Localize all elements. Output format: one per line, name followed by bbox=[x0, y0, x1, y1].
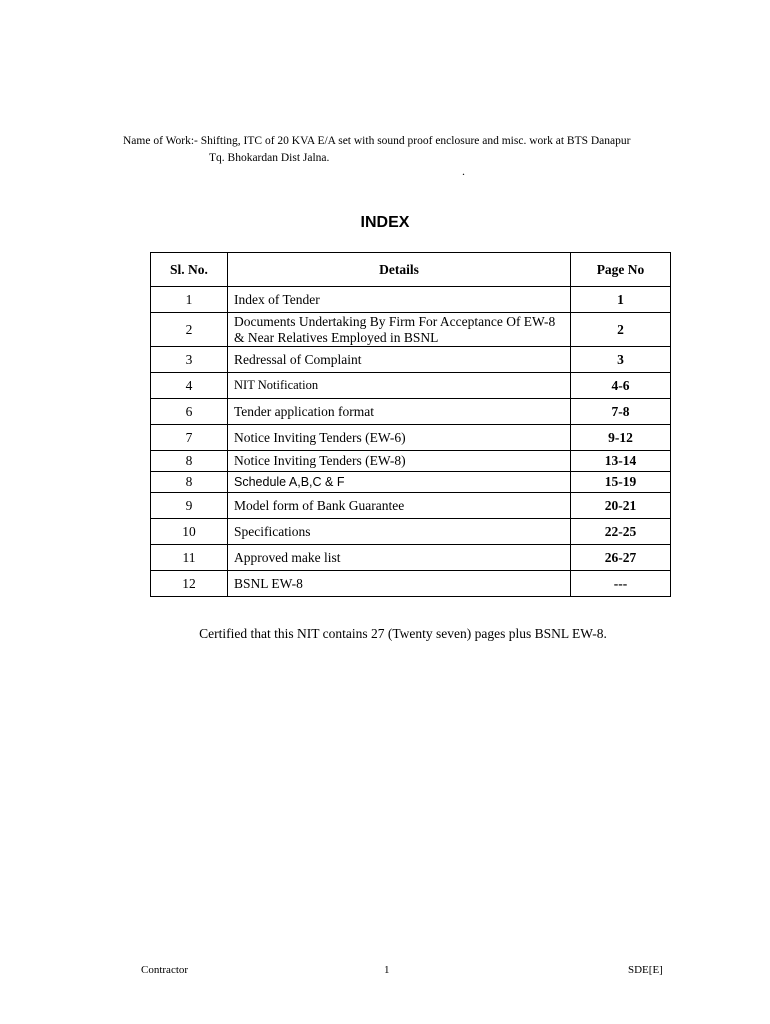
row-page-no: 13-14 bbox=[571, 451, 671, 472]
row-page-no: 26-27 bbox=[571, 545, 671, 571]
name-of-work-line2: Tq. Bhokardan Dist Jalna. bbox=[209, 152, 330, 164]
row-sl-no: 3 bbox=[151, 347, 228, 373]
name-of-work bbox=[123, 133, 723, 167]
row-sl-no: 1 bbox=[151, 287, 228, 313]
row-details: Notice Inviting Tenders (EW-8) bbox=[228, 451, 571, 472]
row-page-no: 4-6 bbox=[571, 373, 671, 399]
row-details: NIT Notification bbox=[228, 373, 571, 399]
table-row bbox=[151, 545, 671, 571]
row-details: Schedule A,B,C & F bbox=[228, 472, 571, 493]
row-page-no: --- bbox=[571, 571, 671, 597]
row-sl-no: 7 bbox=[151, 425, 228, 451]
table-row bbox=[151, 425, 671, 451]
col-header-sl-no: Sl. No. bbox=[151, 253, 228, 287]
row-page-no: 7-8 bbox=[571, 399, 671, 425]
table-row bbox=[151, 451, 671, 472]
table-row bbox=[151, 493, 671, 519]
row-sl-no: 6 bbox=[151, 399, 228, 425]
row-page-no: 9-12 bbox=[571, 425, 671, 451]
row-page-no: 3 bbox=[571, 347, 671, 373]
row-details: Documents Undertaking By Firm For Acceptance Of EW-8 & Near Relatives Employed in BSNL bbox=[228, 313, 571, 347]
name-of-work-line1: Name of Work:- Shifting, ITC of 20 KVA E/A set with sound proof enclosure and misc. work at BTS Danapur bbox=[123, 135, 631, 147]
table-row bbox=[151, 373, 671, 399]
table-row bbox=[151, 313, 671, 347]
table-row bbox=[151, 347, 671, 373]
row-details: BSNL EW-8 bbox=[228, 571, 571, 597]
row-page-no: 22-25 bbox=[571, 519, 671, 545]
table-row bbox=[151, 287, 671, 313]
table-row bbox=[151, 472, 671, 493]
row-sl-no: 12 bbox=[151, 571, 228, 597]
row-page-no: 15-19 bbox=[571, 472, 671, 493]
row-details: Notice Inviting Tenders (EW-6) bbox=[228, 425, 571, 451]
stray-dot: . bbox=[462, 164, 465, 178]
footer-sde: SDE[E] bbox=[628, 964, 663, 976]
table-row bbox=[151, 519, 671, 545]
row-sl-no: 11 bbox=[151, 545, 228, 571]
table-row bbox=[151, 399, 671, 425]
row-sl-no: 2 bbox=[151, 313, 228, 347]
row-details: Index of Tender bbox=[228, 287, 571, 313]
row-details: Model form of Bank Guarantee bbox=[228, 493, 571, 519]
row-sl-no: 9 bbox=[151, 493, 228, 519]
index-title: INDEX bbox=[360, 214, 410, 231]
certification-statement: Certified that this NIT contains 27 (Twenty seven) pages plus BSNL EW-8. bbox=[199, 626, 607, 641]
row-page-no: 20-21 bbox=[571, 493, 671, 519]
footer-contractor: Contractor bbox=[141, 964, 189, 976]
row-details: Approved make list bbox=[228, 545, 571, 571]
row-sl-no: 10 bbox=[151, 519, 228, 545]
table-row bbox=[151, 571, 671, 597]
row-sl-no: 8 bbox=[151, 451, 228, 472]
footer-page-number: 1 bbox=[384, 964, 390, 976]
row-details: Specifications bbox=[228, 519, 571, 545]
col-header-page-no: Page No bbox=[571, 253, 671, 287]
row-sl-no: 4 bbox=[151, 373, 228, 399]
row-page-no: 1 bbox=[571, 287, 671, 313]
row-details: Tender application format bbox=[228, 399, 571, 425]
index-table bbox=[150, 252, 671, 597]
row-sl-no: 8 bbox=[151, 472, 228, 493]
row-details: Redressal of Complaint bbox=[228, 347, 571, 373]
col-header-details: Details bbox=[228, 253, 571, 287]
index-header-row bbox=[151, 253, 671, 287]
row-page-no: 2 bbox=[571, 313, 671, 347]
